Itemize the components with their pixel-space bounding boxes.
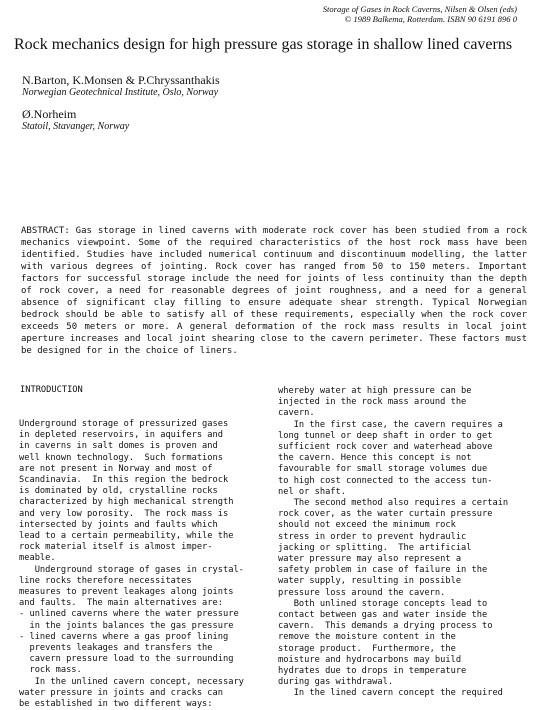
section-heading-introduction: INTRODUCTION: [20, 385, 83, 395]
text-line: nel or shaft.: [278, 486, 346, 497]
text-line: line rocks therefore necessitates: [19, 575, 192, 586]
text-line: are not present in Norway and most of: [19, 463, 213, 474]
text-line: and very low porosity. The rock mass is: [19, 508, 229, 519]
text-line: water pressure may also represent a: [278, 554, 462, 565]
abstract: ABSTRACT: Gas storage in lined caverns with moderate rock cover has been studied from a rock mechanics viewpoint. Some of the required characteristics of the host rock mass have been identified. Studies have included numerical continuum and discontinuum modelling, the latter with various degrees of jointing. Rock cover has ranged from 50 to 150 meters. Important factors for successful storage include the need for joints of less continuity than the depth of rock cover, a need for reasonable degrees of joint roughness, and a need for a general absence of significant clay filling to ensure adequate shear strength. Typical Norwegian bedrock should be able to satisfy all of these requirements, especially when the rock cover exceeds 50 meters or more. A general deformation of the rock mass results in local joint aperture increases and local joint shearing close to the cavern perimeter. These factors must be designed for in the choice of liners.: [21, 226, 527, 356]
text-line: cavern.: [278, 408, 315, 419]
paper-title: Rock mechanics design for high pressure gas storage in shallow lined caverns: [14, 36, 513, 53]
text-line: hydrates due to drops in temperature: [278, 666, 467, 677]
text-line: lead to a certain permeability, while the: [19, 531, 234, 542]
text-line: favourable for small storage volumes due: [278, 464, 488, 475]
text-line: long tunnel or deep shaft in order to get: [278, 430, 493, 441]
text-line: In the first case, the cavern requires a: [278, 419, 503, 430]
text-line: characterized by high mechanical strength: [19, 497, 234, 508]
text-line: moisture and hydrocarbons may build: [278, 654, 462, 665]
text-line: in depleted reservoirs, in aquifers and: [19, 430, 223, 441]
text-line: Scandinavia. In this region the bedrock: [19, 475, 229, 486]
text-line: stress in order to prevent hydraulic: [278, 531, 467, 542]
text-line: in the joints balances the gas pressure: [19, 620, 234, 631]
text-line: rock mass.: [19, 665, 82, 676]
author-names: Ø.Norheim: [22, 107, 77, 121]
text-line: water pressure in joints and cracks can: [19, 687, 223, 698]
text-line: and faults. The main alternatives are:: [19, 598, 223, 609]
text-line: is dominated by old, crystalline rocks: [19, 486, 218, 497]
text-line: rock cover, as the water curtain pressure: [278, 509, 493, 520]
text-line: measures to prevent leakages along joints: [19, 587, 234, 598]
author-affiliation: Norwegian Geotechnical Institute, Oslo, Norway: [22, 87, 219, 98]
text-line: be established in two different ways:: [19, 699, 213, 710]
header-line-2: © 1989 Balkema, Rotterdam. ISBN 90 6191 896 0: [344, 14, 517, 24]
header-line-1: Storage of Gases in Rock Caverns, Nilsen & Olsen (eds): [322, 4, 517, 14]
text-line: prevents leakages and transfers the: [19, 643, 213, 654]
text-line: intersected by joints and faults which: [19, 519, 218, 530]
text-line: Both unlined storage concepts lead to: [278, 598, 488, 609]
text-line: injected in the rock mass around the: [278, 397, 467, 408]
text-line: should not exceed the minimum rock: [278, 520, 456, 531]
text-line: whereby water at high pressure can be: [278, 386, 472, 396]
right-column: [278, 386, 524, 700]
text-line: - lined caverns where a gas proof lining: [19, 631, 229, 642]
text-line: the cavern. Hence this concept is not: [278, 453, 472, 464]
publication-header: [217, 4, 517, 24]
text-line: during gas withdrawal.: [278, 677, 394, 688]
author-affiliation: Statoil, Stavanger, Norway: [22, 121, 130, 132]
text-line: Underground storage of gases in crystal-: [19, 564, 244, 575]
text-line: The second method also requires a certain: [278, 498, 509, 509]
text-line: - unlined caverns where the water pressure: [19, 609, 239, 620]
text-line: remove the moisture content in the: [278, 632, 456, 643]
text-line: water supply, resulting in possible: [278, 576, 462, 587]
text-line: Underground storage of pressurized gases: [19, 419, 229, 429]
text-line: safety problem in case of failure in the: [278, 565, 488, 576]
text-line: rock material itself is almost imper-: [19, 542, 213, 553]
text-line: in caverns in salt domes is proven and: [19, 441, 218, 452]
author-block-1: [22, 73, 522, 99]
text-line: In the unlined cavern concept, necessary: [19, 676, 244, 687]
author-names: N.Barton, K.Monsen & P.Chryssanthakis: [22, 73, 220, 87]
text-line: storage product. Furthermore, the: [278, 643, 456, 654]
author-block-2: [22, 107, 522, 133]
text-line: well known technology. Such formations: [19, 452, 223, 463]
text-line: jacking or splitting. The artificial: [278, 542, 472, 553]
text-line: contact between gas and water inside the: [278, 610, 488, 621]
text-line: pressure loss around the cavern.: [278, 587, 446, 598]
text-line: meable.: [19, 553, 56, 564]
text-line: cavern. This demands a drying process to: [278, 621, 493, 632]
text-line: to high cost connected to the access tun-: [278, 475, 493, 486]
text-line: sufficient rock cover and waterhead above: [278, 442, 493, 453]
text-line: In the lined cavern concept the required: [278, 688, 503, 699]
text-line: cavern pressure load to the surrounding: [19, 654, 234, 665]
left-column: [19, 419, 265, 710]
